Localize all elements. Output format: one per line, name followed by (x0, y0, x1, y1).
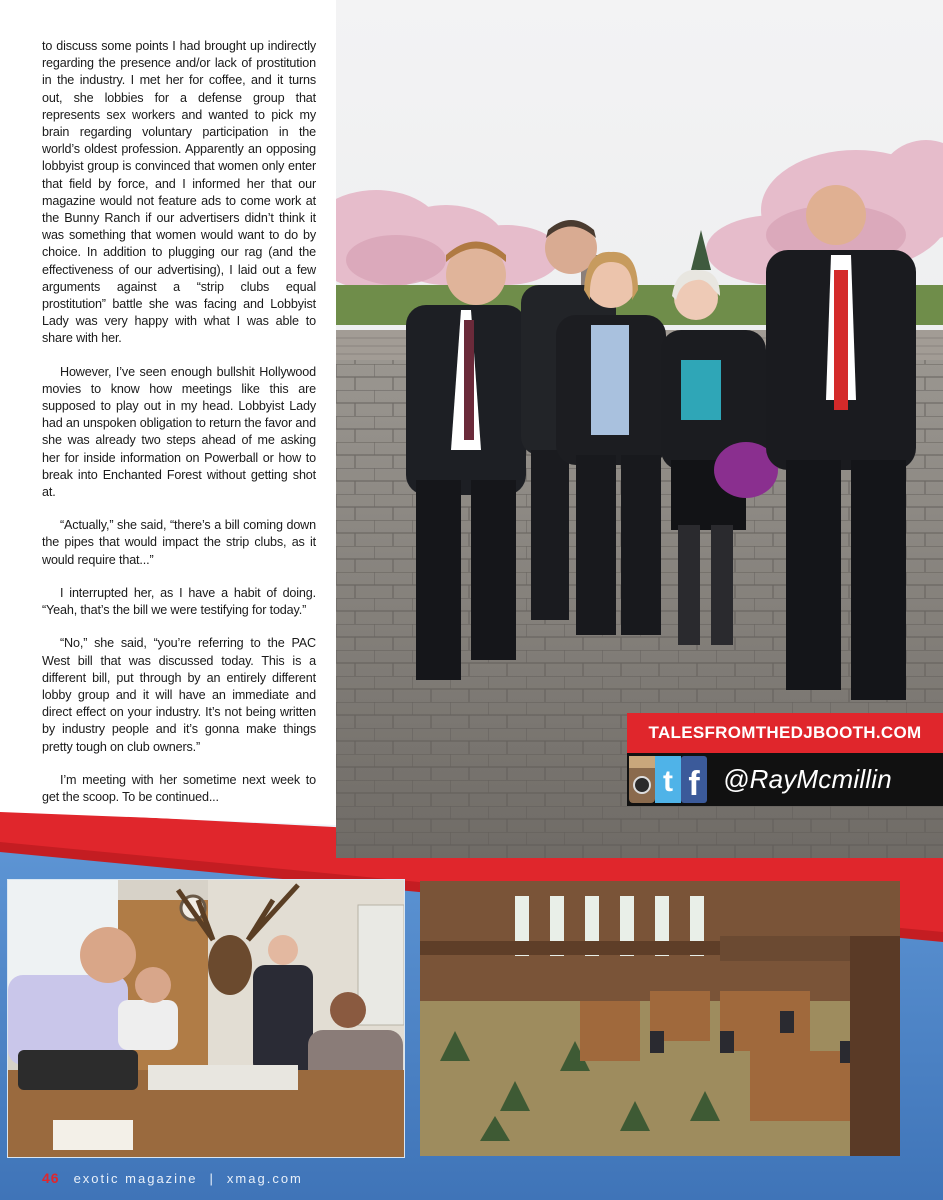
social-handle: @RayMcmillin (723, 764, 892, 794)
article-body (42, 38, 316, 822)
magazine-url[interactable]: xmag.com (226, 1171, 303, 1186)
page-number: 46 (42, 1170, 60, 1186)
website-banner: TALESFROMTHEDJBOOTH.COM (627, 713, 943, 753)
article-paragraph-5: “No,” she said, “you’re referring to the PAC West bill that was discussed today. This is a different bill, put through by an entirely different lobby group and it will have an immediate and direct effect on your industry. It’s not being written by industry people and it’s gonna make things pretty tough on club owners.” (42, 636, 316, 754)
footer-separator: | (209, 1171, 215, 1186)
article-paragraph-3: “Actually,” she said, “there’s a bill coming down the pipes that would impact the strip clubs, as it would require that...” (42, 518, 316, 567)
article-paragraph-1: to discuss some points I had brought up indirectly regarding the presence and/or lack of prostitution in the industry. I met her for coffee, and it turns out, she lobbies for a defense group that represents sex workers and wanted to pick my brain regarding voluntary participation in the world’s oldest profession. Apparently an opposing lobbyist group is convinced that women only enter that field by force, and I informed her that our magazine would not feature ads to come work at the Bunny Ranch if our advertisers didn’t think it was something that women would want to do by choice. In addition to plugging our rag (and the effectiveness of our advertising), I laid out a few arguments against a “strip clubs equal prostitution” battle she was facing and Lobbyist Lady was very happy with what I was able to share with her. (42, 39, 316, 346)
facebook-icon (681, 756, 707, 803)
social-icons (627, 753, 709, 806)
twitter-icon (655, 756, 681, 803)
office-photo (7, 879, 405, 1158)
article-paragraph-2: However, I’ve seen enough bullshit Hollywood movies to know how meetings like this are supposed to play out in my head. Lobbyist Lady had an unspoken obligation to return the favor and she was already two steps ahead of me asking her for inside information on Powerball or how to break into Enchanted Forest without getting shot at. (42, 364, 316, 500)
svg-text:t: t (663, 765, 673, 798)
page-footer (42, 1170, 303, 1190)
chamber-photo (420, 881, 900, 1156)
article-paragraph-6: I’m meeting with her sometime next week to get the scoop. To be continued... (42, 772, 316, 804)
instagram-icon (629, 756, 655, 803)
magazine-name: exotic magazine (73, 1171, 198, 1186)
svg-text:f: f (688, 765, 700, 803)
social-handle-banner (627, 753, 943, 806)
article-paragraph-4: I interrupted her, as I have a habit of doing. “Yeah, that’s the bill we were testifying for today.” (42, 585, 316, 618)
